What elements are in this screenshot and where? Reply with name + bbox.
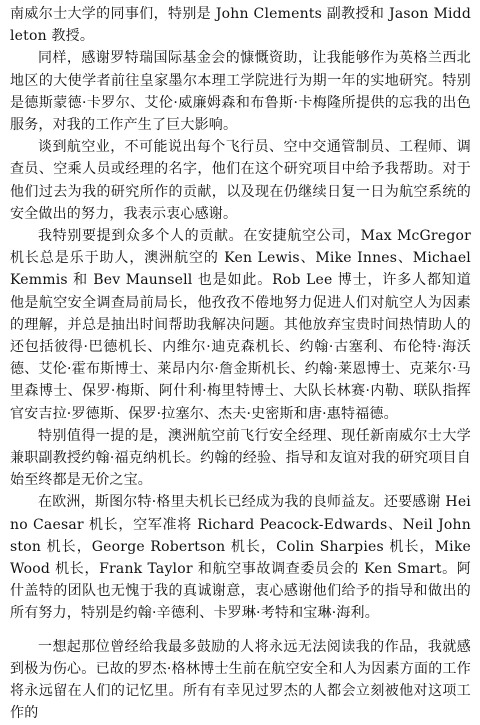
paragraph-4: 我特别要提到众多个人的贡献。在安捷航空公司，Max McGregor 机长总是乐于助人，澳洲航空的 Ken Lewis、Mike Innes、Michael Kemmis 和 Bev Maunsell 也是如此。Rob Lee 博士，许多人都知道他是航空安全调查局前局长，他孜孜不倦地努力促进人们对航空人为因素的理解，并总是抽出时间帮助我解决问题。其他放弃宝贵时间热情助人的还包括彼得·巴德机长、内维尔·迪克森机长、约翰·古塞利、布伦特·海沃德、艾伦·霍布斯博士、莱昂内尔·詹金斯机长、约翰·莱恩博士、克莱尔·马里森博士、保罗·梅斯、阿什利·梅里特博士、大队长林赛·内勒、联队指挥官安吉拉·罗德斯、保罗·拉塞尔、杰夫·史密斯和唐·惠特福德。 bbox=[10, 228, 471, 422]
paragraph-2: 同样，感谢罗特瑞国际基金会的慷慨资助，让我能够作为英格兰西北地区的大使学者前往皇家墨尔本理工学院进行为期一年的实地研究。特别是德斯蒙德·卡罗尔、艾伦·威廉姆森和布鲁斯·卡梅隆所提供的忘我的出色服务，对我的工作产生了巨大影响。 bbox=[10, 50, 471, 134]
paragraph-6: 在欧洲，斯图尔特·格里夫机长已经成为我的良师益友。还要感谢 Heino Caesar 机长，空军准将 Richard Peacock-Edwards、Neil Johnston 机长，George Robertson 机长，Colin Sharpies 机长，Mike Wood 机长，Frank Taylor 和航空事故调查委员会的 Ken Smart。阿什盖特的团队也无愧于我的真诚谢意，衷心感谢他们给予的指导和做出的所有努力，特别是约翰·辛德利、卡罗琳·考特和宝琳·海利。 bbox=[10, 494, 471, 622]
paragraph-7: 一想起那位曾经给我最多鼓励的人将永远无法阅读我的作品，我就感到极为伤心。已故的罗杰·格林博士生前在航空安全和人为因素方面的工作将永远留在人们的记忆里。所有有幸见过罗杰的人都会立刻被他对这项工作的 bbox=[10, 638, 471, 722]
paragraph-5: 特别值得一提的是，澳洲航空前飞行安全经理、现任新南威尔士大学兼职副教授约翰·福克纳机长。约翰的经验、指导和友谊对我的研究项目自始至终都是无价之宝。 bbox=[10, 427, 471, 489]
paragraph-1: 南威尔士大学的同事们，特别是 John Clements 副教授和 Jason Middleton 教授。 bbox=[10, 6, 471, 45]
document-page bbox=[10, 3, 471, 725]
paragraph-gap bbox=[10, 625, 471, 636]
paragraph-3: 谈到航空业，不可能说出每个飞行员、空中交通管制员、工程师、调查员、空乘人员或经理的名字，他们在这个研究项目中给予我帮助。对于他们过去为我的研究所作的贡献，以及现在仍继续日复一日为航空系统的安全做出的努力，我表示衷心感谢。 bbox=[10, 139, 471, 222]
